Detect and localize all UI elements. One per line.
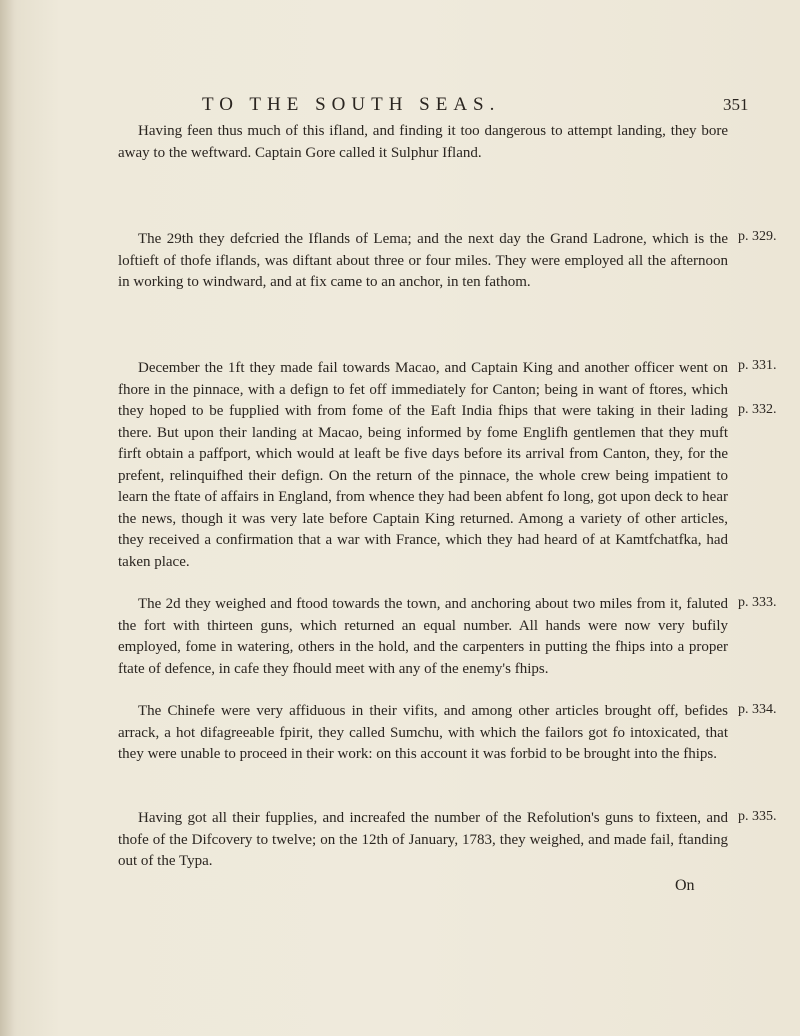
margin-page-reference: p. 333. xyxy=(738,595,777,610)
running-title: TO THE SOUTH SEAS. xyxy=(202,94,501,115)
margin-page-reference: p. 334. xyxy=(738,702,777,717)
paragraph: Having feen thus much of this ifland, and finding it too dangerous to attempt landing, they bore away to the weftward. Captain Gore called it Sulphur Ifland. xyxy=(118,123,728,161)
paragraph: The 29th they defcried the Iflands of Lema; and the next day the Grand Ladrone, which is the loftieft of thofe iflands, was diftant about three or four miles. They were employed all the afternoon in working to windward, and at fix came to an anchor, in ten fathom. xyxy=(118,231,728,290)
paragraph: The 2d they weighed and ftood towards the town, and anchoring about two miles from it, faluted the fort with thirteen guns, which returned an equal number. All hands were now very bufily employed, fome in watering, others in the hold, and the carpenters in putting the fhips into a proper ftate of defence, in cafe they fhould meet with any of the enemy's fhips. xyxy=(118,596,728,677)
paragraph: Having got all their fupplies, and increafed the number of the Refolution's guns to fixteen, and thofe of the Difcovery to twelve; on the 12th of January, 1783, they weighed, and made fail, ftanding out of the Typa. xyxy=(118,810,728,869)
page-number: 351 xyxy=(723,95,749,114)
page-gutter xyxy=(0,0,14,1036)
paragraph: December the 1ft they made fail towards Macao, and Captain King and another officer went on fhore in the pinnace, with a defign to fet off immediately for Canton; being in want of ftores, which they hoped to be fupplied with from fome of the Eaft India fhips that were taking in their lading there. But upon their landing at Macao, being informed by fome Englifh gentlemen that they muft firft obtain a paffport, which would at leaft be five days before its arrival from Canton, they, for the prefent, relinquifhed their defign. On the return of the pinnace, the whole crew being impatient to learn the ftate of affairs in England, from whence they had been abfent fo long, got upon deck to hear the news, though it was very late before Captain King returned. Among a variety of other articles, they received a confirmation that a war with France, which they had heard of at Kamtfchatfka, had taken place. xyxy=(118,360,728,570)
margin-page-reference: p. 332. xyxy=(738,402,777,417)
margin-page-reference: p. 329. xyxy=(738,229,777,244)
margin-page-reference: p. 331. xyxy=(738,358,777,373)
margin-page-reference: p. 335. xyxy=(738,809,777,824)
catchword: On xyxy=(675,877,695,894)
paragraph: The Chinefe were very affiduous in their vifits, and among other articles brought off, befides arrack, a hot difagreeable fpirit, they called Sumchu, with which the failors got fo intoxicated, that they were unable to proceed in their work: on this account it was forbid to be brought into the fhips. xyxy=(118,703,728,762)
